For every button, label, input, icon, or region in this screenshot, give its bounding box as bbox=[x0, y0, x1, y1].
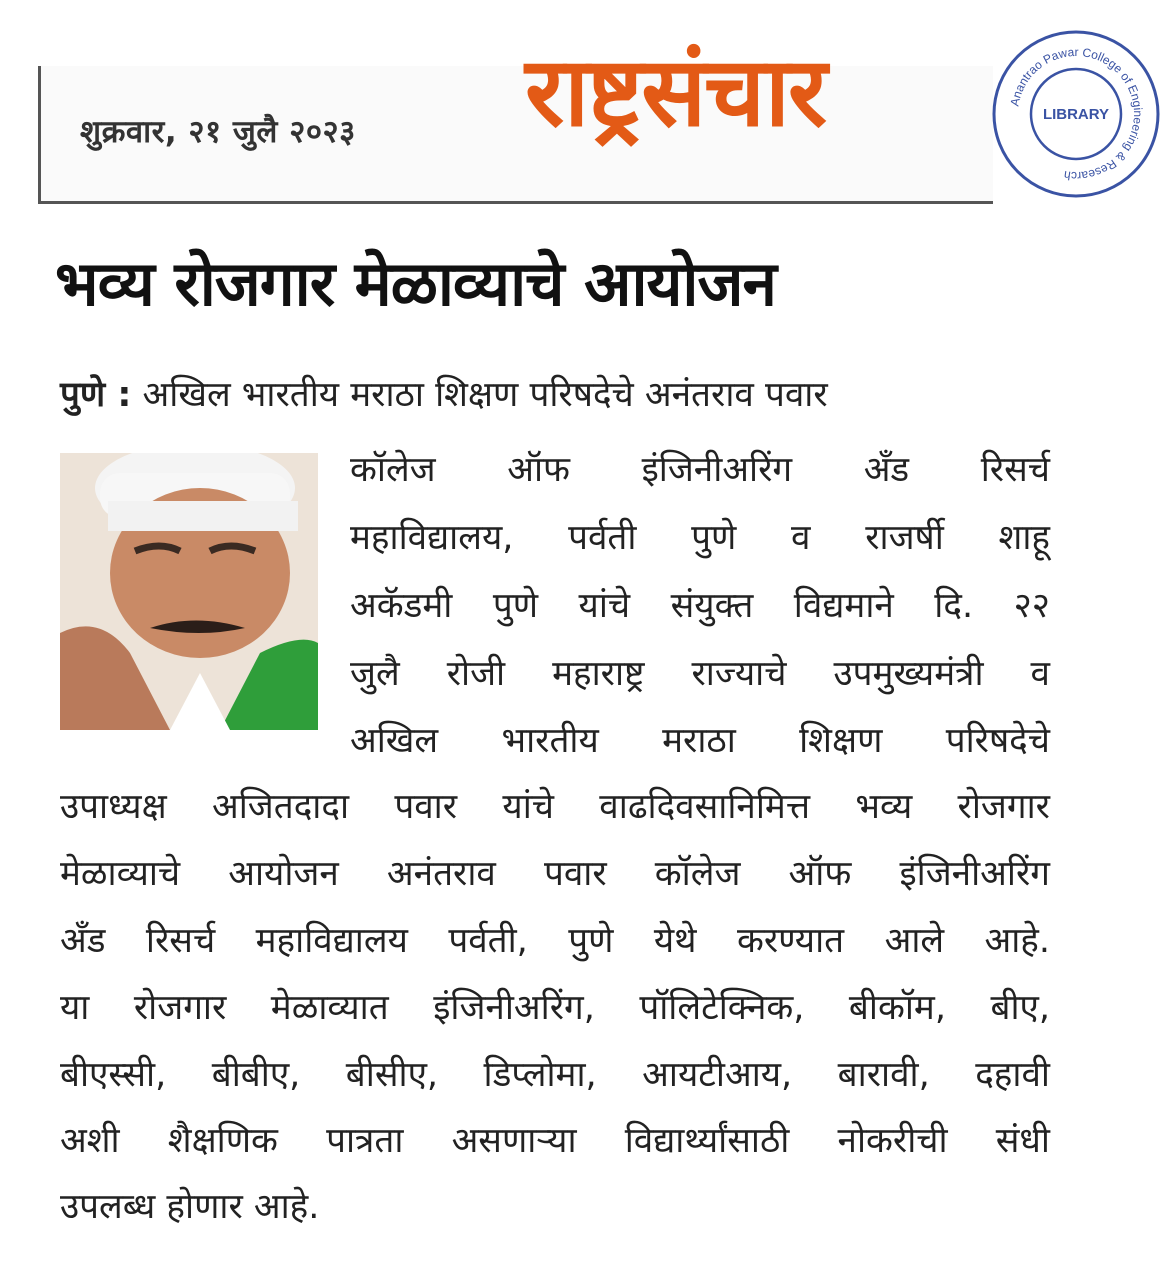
dateline-place: पुणे : bbox=[60, 375, 132, 415]
article-text: अखिल भारतीय मराठा शिक्षण परिषदेचे अनंतराव पवार bbox=[142, 375, 828, 415]
article-line-6: उपाध्यक्ष अजितदादा पवार यांचे वाढदिवसानिमित्त भव्य रोजगार bbox=[60, 787, 1050, 827]
article-line-4: जुलै रोजी महाराष्ट्र राज्याचे उपमुख्यमंत्री व bbox=[350, 654, 1050, 694]
stamp-center-text: LIBRARY bbox=[1042, 106, 1110, 123]
stamp-ring-text: Anantrao Pawar College of Engineering & Research bbox=[1007, 44, 1146, 184]
article-line-7: मेळाव्याचे आयोजन अनंतराव पवार कॉलेज ऑफ इंजिनीअरिंग bbox=[60, 854, 1050, 894]
article-line-9: या रोजगार मेळाव्यात इंजिनीअरिंग, पॉलिटेक्निक, बीकॉम, बीए, bbox=[60, 988, 1050, 1028]
article-line-1: कॉलेज ऑफ इंजिनीअरिंग अँड रिसर्च bbox=[350, 450, 1050, 490]
issue-date: शुक्रवार, २१ जुलै २०२३ bbox=[80, 114, 356, 150]
portrait-photo bbox=[60, 453, 318, 730]
article-line-2: महाविद्यालय, पर्वती पुणे व राजर्षी शाहू bbox=[350, 518, 1050, 558]
article-line-3: अकॅडमी पुणे यांचे संयुक्त विद्यमाने दि. २२ bbox=[350, 586, 1050, 626]
article-headline: भव्य रोजगार मेळाव्याचे आयोजन bbox=[55, 247, 776, 320]
article-line-11: अशी शैक्षणिक पात्रता असणाऱ्या विद्यार्थ्यांसाठी नोकरीची संधी bbox=[60, 1121, 1050, 1161]
article-line-5: अखिल भारतीय मराठा शिक्षण परिषदेचे bbox=[350, 721, 1050, 761]
newspaper-masthead: राष्ट्रसंचार bbox=[525, 36, 826, 148]
article-line-12: उपलब्ध होणार आहे. bbox=[60, 1187, 320, 1227]
article-line-10: बीएस्सी, बीबीए, बीसीए, डिप्लोमा, आयटीआय, बारावी, दहावी bbox=[60, 1055, 1050, 1095]
article-line-0 bbox=[60, 375, 1040, 415]
article-line-8: अँड रिसर्च महाविद्यालय पर्वती, पुणे येथे करण्यात आले आहे. bbox=[60, 921, 1050, 961]
library-stamp bbox=[990, 28, 1162, 200]
